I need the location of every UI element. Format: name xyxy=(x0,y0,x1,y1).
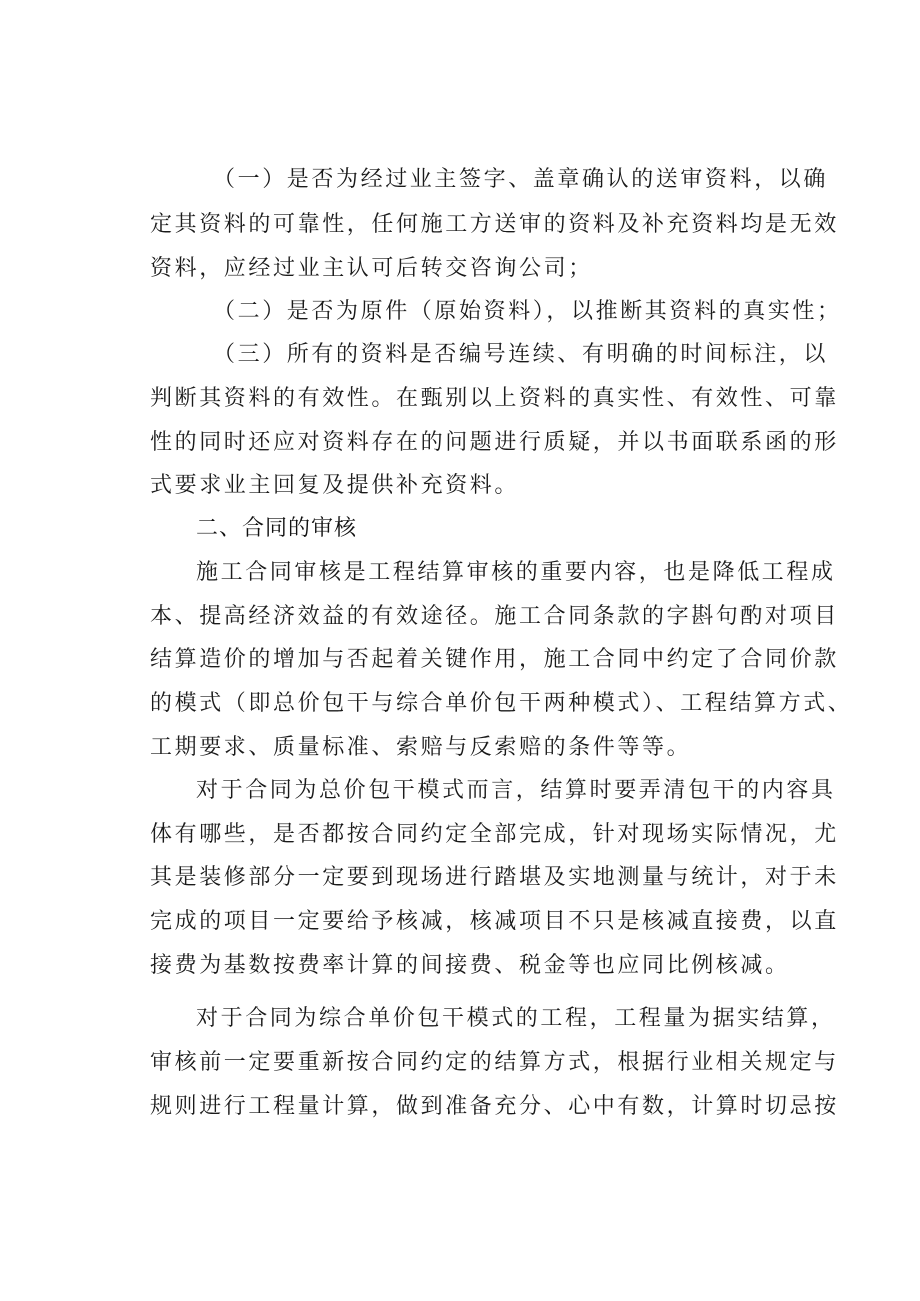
text-line: 的模式（即总价包干与综合单价包干两种模式）、工程结算方式、 xyxy=(150,691,853,716)
text-line: 接费为基数按费率计算的间接费、税金等也应同比例核减。 xyxy=(150,953,790,978)
text-line: （一）是否为经过业主签字、盖章确认的送审资料，以确 xyxy=(213,167,829,192)
text-line: 对于合同为总价包干模式而言，结算时要弄清包干的内容具 xyxy=(196,778,836,803)
text-line: 完成的项目一定要给予核减，核减项目不只是核减直接费，以直 xyxy=(150,909,839,934)
text-line: 判断其资料的有效性。在甄别以上资料的真实性、有效性、可靠 xyxy=(150,386,839,411)
text-line: 资料，应经过业主认可后转交咨询公司； xyxy=(150,256,593,281)
text-line: 性的同时还应对资料存在的问题进行质疑，并以书面联系函的形 xyxy=(150,430,839,455)
section-heading: 二、合同的审核 xyxy=(196,516,358,541)
text-line: 体有哪些，是否都按合同约定全部完成，针对现场实际情况，尤 xyxy=(150,822,839,847)
text-line: 施工合同审核是工程结算审核的重要内容，也是降低工程成 xyxy=(196,560,836,585)
text-line: 对于合同为综合单价包干模式的工程，工程量为据实结算， xyxy=(196,1006,836,1031)
text-line: 定其资料的可靠性，任何施工方送审的资料及补充资料均是无效 xyxy=(150,212,839,237)
text-line: 工期要求、质量标准、索赔与反索赔的条件等等。 xyxy=(150,735,692,760)
text-line: 规则进行工程量计算，做到准备充分、心中有数，计算时切忌按 xyxy=(150,1094,839,1119)
text-line: 结算造价的增加与否起着关键作用，施工合同中约定了合同价款 xyxy=(150,647,839,672)
text-line: 本、提高经济效益的有效途径。施工合同条款的字斟句酌对项目 xyxy=(150,604,839,629)
text-line: 式要求业主回复及提供补充资料。 xyxy=(150,473,520,498)
text-line: （二）是否为原件（原始资料），以推断其资料的真实性； xyxy=(213,299,842,324)
text-line: 审核前一定要重新按合同约定的结算方式，根据行业相关规定与 xyxy=(150,1050,839,1075)
text-line: 其是装修部分一定要到现场进行踏堪及实地测量与统计，对于未 xyxy=(150,865,839,890)
text-line: （三）所有的资料是否编号连续、有明确的时间标注，以 xyxy=(213,342,829,367)
